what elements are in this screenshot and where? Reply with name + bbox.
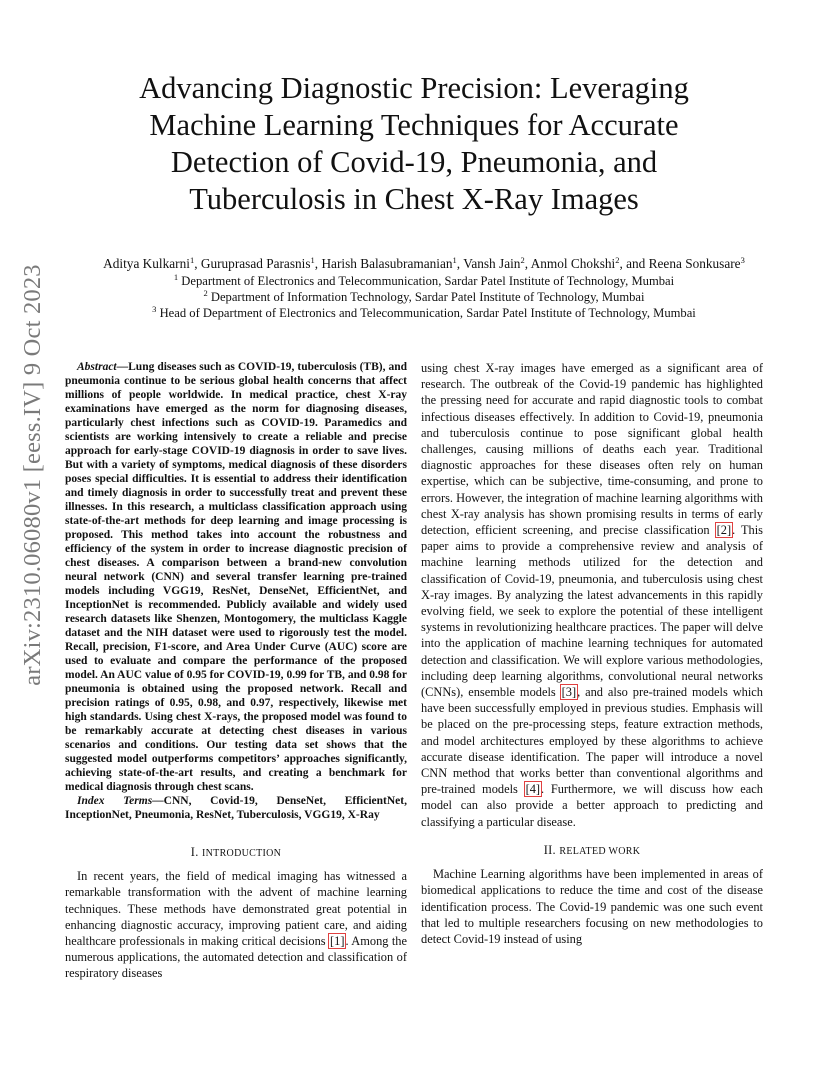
author-affiliation-mark: 1 <box>452 255 457 265</box>
arxiv-identifier-text: arXiv:2310.06080v1 [eess.IV] 9 Oct 2023 <box>19 264 46 686</box>
author-name: Harish Balasubramanian$^1$ <box>321 255 457 271</box>
author-name: Aditya Kulkarni$^1$ <box>103 255 195 271</box>
index-terms-text: —CNN, Covid-19, DenseNet, EfficientNet, InceptionNet, Pneumonia, ResNet, Tuberculosis, VGG19, X-Ray <box>65 795 407 821</box>
citation-2[interactable]: [2] <box>716 523 732 538</box>
index-terms-label: Index Terms <box>77 795 153 807</box>
author-affiliation-mark: 3 <box>740 255 745 265</box>
related-work-paragraph-1: Machine Learning algorithms have been implemented in areas of biomedical applications to reduce the time and cost of the disease identification process. The Covid-19 pandemic was one such event that led to multiple researchers focusing on new methodologies to detect Covid-19 instead of using <box>421 867 763 946</box>
abstract-label: Abstract <box>77 361 117 373</box>
author-affiliation-mark: 1 <box>189 255 195 265</box>
left-column <box>65 360 407 982</box>
abstract <box>65 360 407 794</box>
citation-3[interactable]: [3] <box>561 685 577 700</box>
affiliation-3: $^3$ Head of Department of Electronics and Telecommunication, Sardar Patel Institute of Technology, Mumbai <box>152 304 696 320</box>
author-name: Guruprasad Parasnis$^1$ <box>200 255 315 271</box>
author-affiliation-mark: 1 <box>310 255 315 265</box>
section-heading-introduction: I. INTRODUCTION <box>190 845 282 859</box>
intro-paragraph-continued: using chest X-ray images have emerged as a significant area of research. The outbreak of the Covid-19 pandemic has highlighted the pressing need for accurate and rapid diagnostic tools to combat infectious diseases effectively. In addition to Covid-19, pneumonia and tuberculosis continue to pose significant global health challenges, causing millions of deaths each year. Traditional diagnostic approaches for these diseases often rely on human expertise, which can be subjective, time-consuming, and prone to errors. However, the integration of machine learning algorithms with chest X-ray analysis has shown promising results in terms of early detection, efficient screening, and precise classification [2]. This paper aims to provide a comprehensive review and analysis of machine learning methods utilized for the detection and classification of Covid-19, pneumonia, and tuberculosis using chest X-ray images. By analyzing the latest advancements in this rapidly evolving field, we seek to explore the potential of these intelligent systems in revolutionizing healthcare practices. The paper will delve into the application of machine learning techniques for automated detection and classification. We will explore various methodologies, including deep learning algorithms, convolutional neural networks (CNNs), ensemble models [3], and also pre-trained models which have been successfully employed in previous studies. Emphasis will be placed on the pre-processing steps, feature extraction methods, and model architectures employed by these algorithms to achieve accurate disease identification. The paper will introduce a novel CNN method that works better than conventional algorithms and pre-trained models [4]. Furthermore, we will discuss how each model can also provide a better approach to predicting and classifying a particular disease. <box>421 361 764 829</box>
abstract-text: —Lung diseases such as COVID-19, tuberculosis (TB), and pneumonia continue to be serious global health concerns that affect millions of people worldwide. In medical practice, chest X-ray examinations have emerged as the norm for diagnosing diseases, particularly chest infections such as COVID-19. Paramedics and scientists are working intensively to create a reliable and precise approach for early-stage COVID-19 diagnosis in order to save lives. But with a variety of symptoms, medical diagnosis of these disorders poses special difficulties. It is essential to address their identification and timely diagnosis in order to successfully treat and prevent these illnesses. In this research, a multiclass classification approach using state-of-the-art methods for deep learning and image processing is proposed. This method takes into account the robustness and efficiency of the system in order to increase diagnostic precision of chest diseases. A comparison between a brand-new convolution neural network (CNN) and several transfer learning pre-trained models including VGG19, ResNet, DenseNet, EfficientNet, and InceptionNet is recommended. Publicly available and widely used research datasets like Shenzen, Montogomery, the multiclass Kaggle dataset and the NIH dataset were used to rigorously test the model. Recall, precision, F1-score, and Area Under Curve (AUC) score are used to evaluate and compare the performance of the proposed model. An AUC value of 0.95 for COVID-19, 0.99 for TB, and 0.98 for pneumonia is obtained using the proposed network. Recall and precision ratings of 0.95, 0.98, and 0.97, respectively, likewise met high standards. Using chest X-rays, the proposed model was found to be remarkably accurate at detecting chest diseases in various scenarios and conditions. Our testing data set shows that the suggested model outperforms competitors’ approaches significantly, achieving state-of-the-art results, and creating a benchmark for medical diagnosis through chest scans. <box>65 361 407 793</box>
citation-1[interactable]: [1] <box>330 934 345 949</box>
arxiv-identifier <box>18 264 48 686</box>
author-name: Anmol Chokshi$^2$ <box>530 255 620 271</box>
affiliation-2: $^2$ Department of Information Technology, Sardar Patel Institute of Technology, Mumbai <box>203 288 645 304</box>
citation-4[interactable]: [4] <box>525 782 541 797</box>
index-terms <box>65 794 407 822</box>
author-name: Reena Sonkusare$^3$ <box>648 255 745 271</box>
right-column <box>421 360 763 947</box>
author-list: Aditya Kulkarni$^1$, Guruprasad Parasnis$^1$, Harish Balasubramanian$^1$, Vansh Jain$^2$, Anmol Chokshi$^2$, and Reena Sonkusare$^3$ <box>103 255 745 271</box>
author-affiliation-mark: 2 <box>520 255 525 265</box>
author-name: Vansh Jain$^2$ <box>463 255 525 271</box>
author-affiliation-mark: 2 <box>615 255 620 265</box>
affiliation-1: $^1$ Department of Electronics and Telecommunication, Sardar Patel Institute of Technology, Mumbai <box>173 272 675 288</box>
paper-title: Advancing Diagnostic Precision: Leveraging Machine Learning Techniques for Accurate Detection of Covid-19, Pneumonia, and Tuberculosis in Chest X-Ray Images <box>139 71 689 216</box>
section-heading-related-work: II. RELATED WORK <box>543 842 641 857</box>
intro-paragraph-1: In recent years, the field of medical imaging has witnessed a remarkable transformation with the advent of machine learning techniques. These methods have demonstrated great potential in enhancing diagnostic accuracy, improving patient care, and aiding healthcare professionals in making critical decisions [1]. Among the numerous applications, the automated detection and classification of respiratory diseases <box>65 869 407 981</box>
